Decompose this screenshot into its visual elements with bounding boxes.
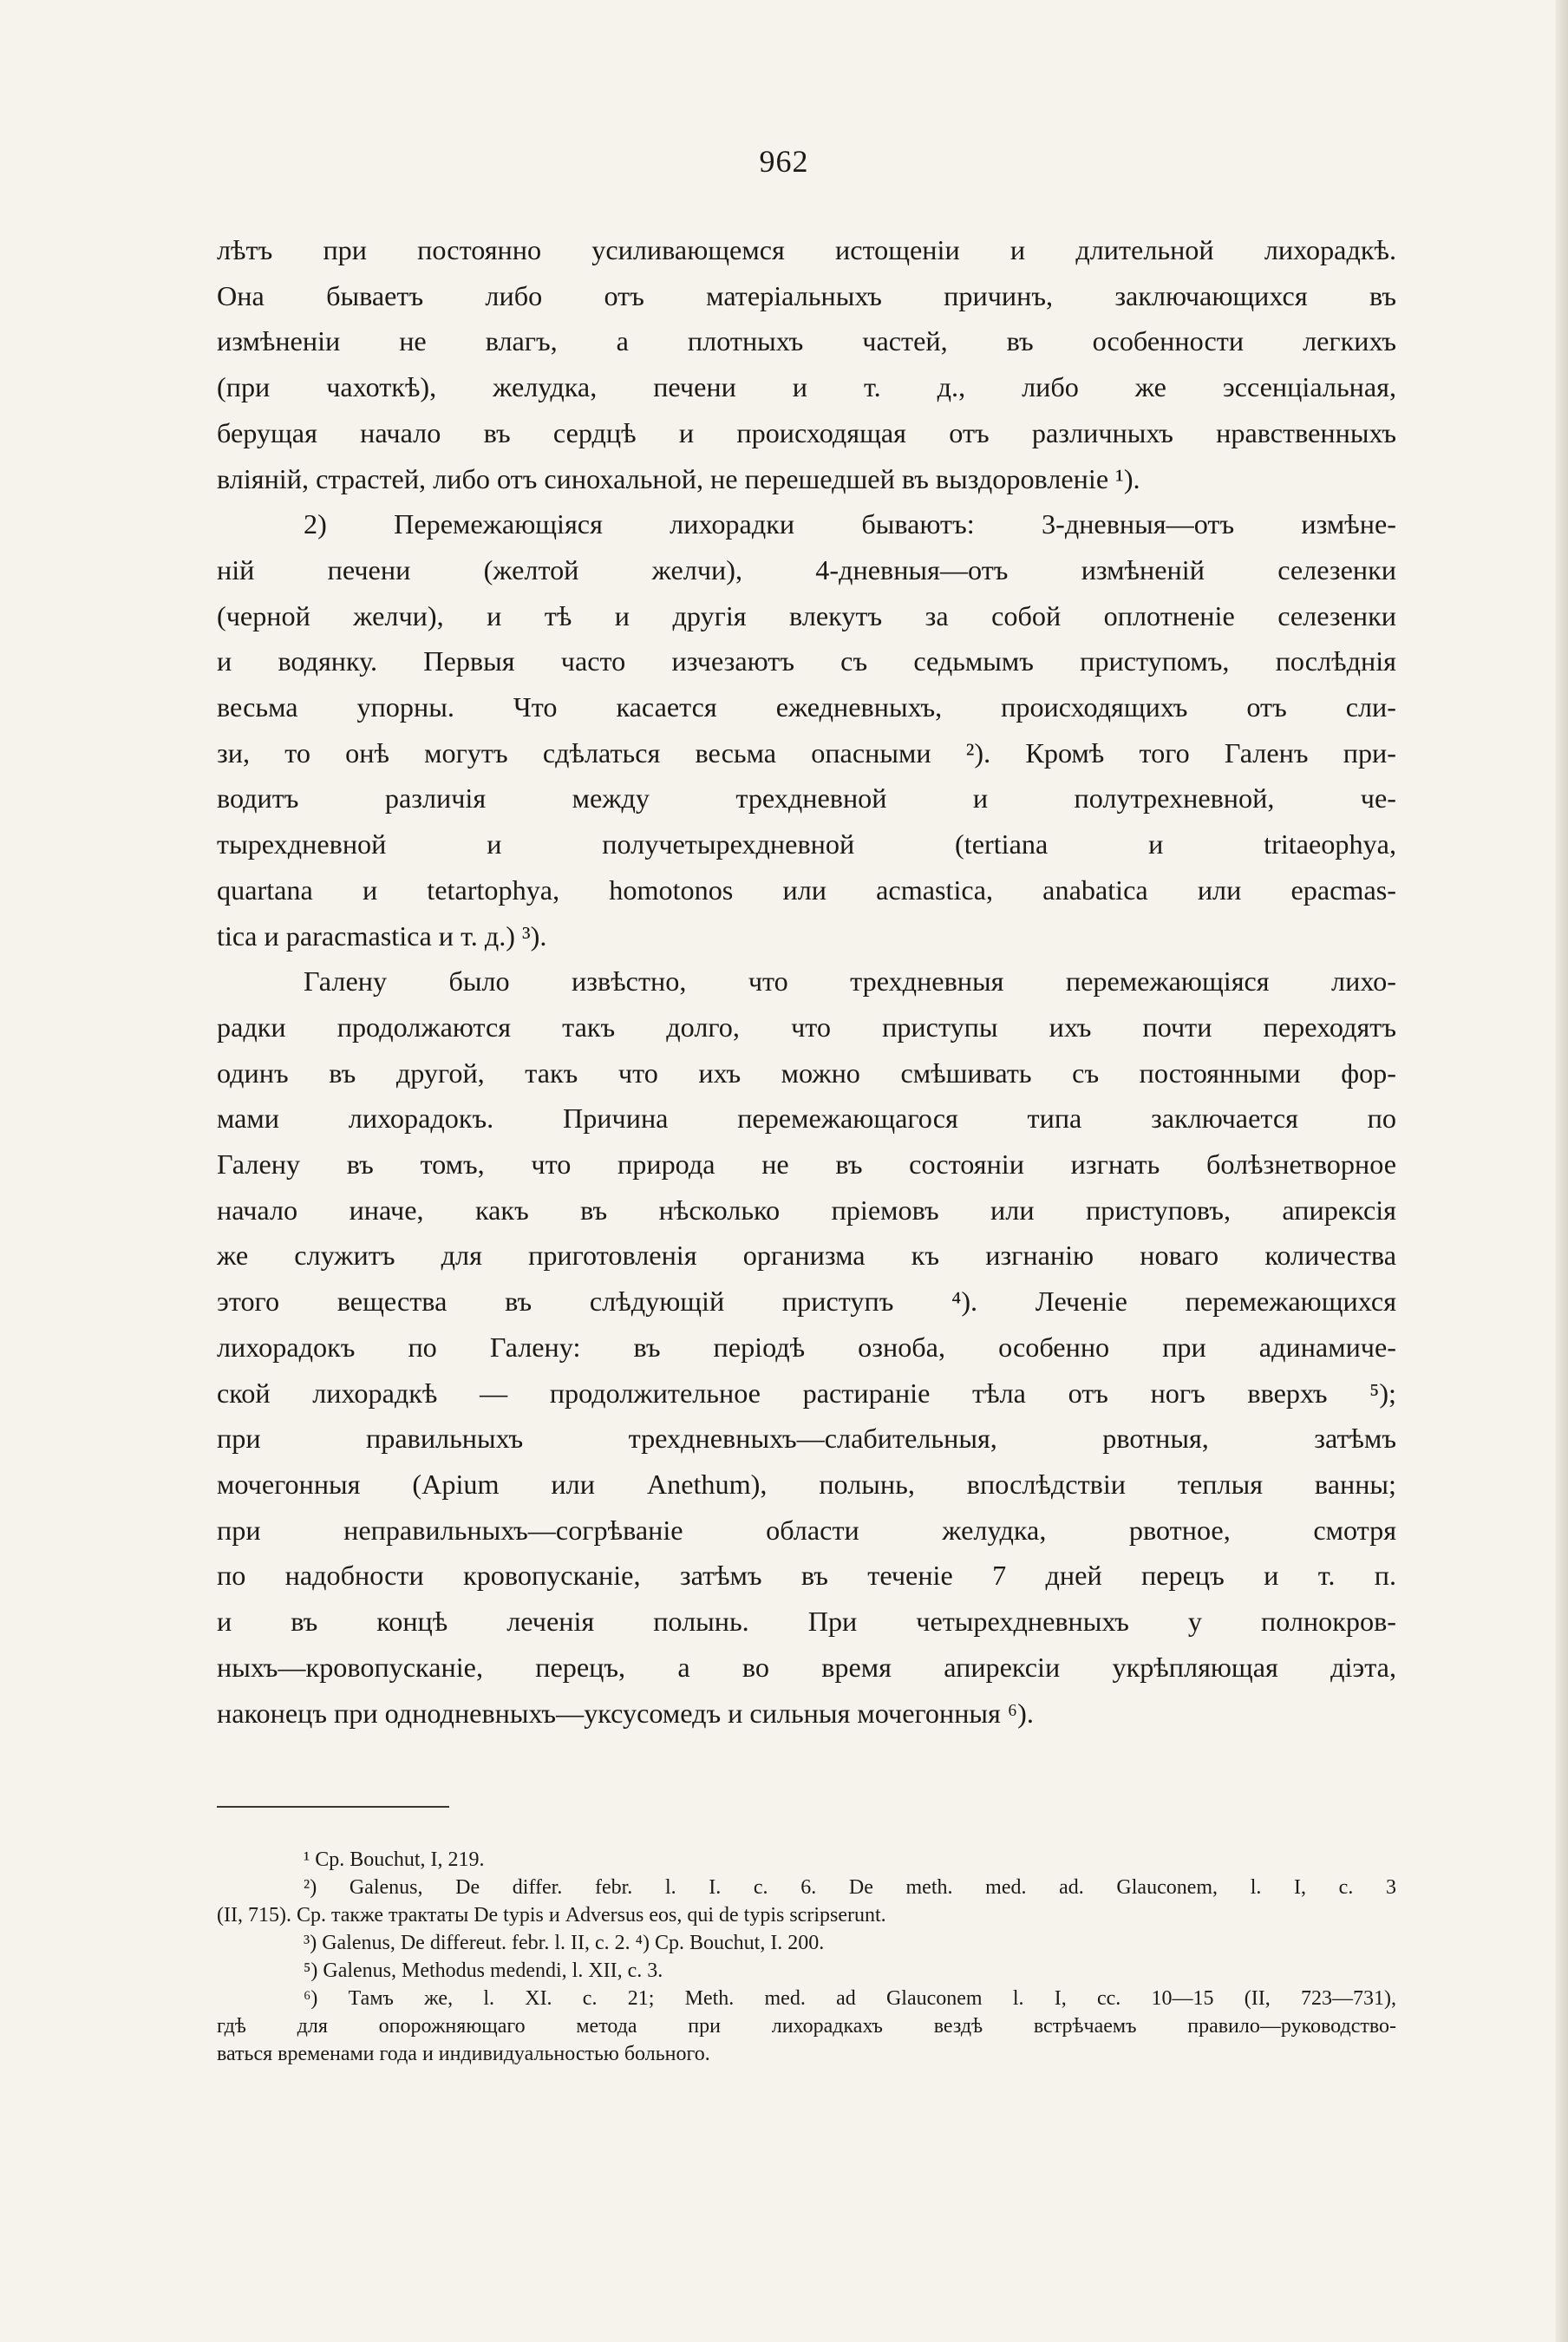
text-line: тырехдневной и получетырехдневной (tertiana и tritaeophya, <box>217 828 1396 860</box>
text-line: этого вещества въ слѣдующій приступъ ⁴). Леченіе перемежающихся <box>217 1285 1396 1318</box>
text-line: и водянку. Первыя часто изчезаютъ съ седьмымъ приступомъ, послѣднія <box>217 645 1396 677</box>
text-line: и въ концѣ леченія полынь. При четырехдневныхъ у полнокров- <box>217 1606 1396 1638</box>
paragraph-3 <box>217 958 1396 1736</box>
text-line: измѣненіи не влагъ, а плотныхъ частей, въ особенности легкихъ <box>217 325 1396 357</box>
text-line: весьма упорны. Что касается ежедневныхъ, происходящихъ отъ сли- <box>217 691 1396 723</box>
text-line: по надобности кровопусканіе, затѣмъ въ теченіе 7 дней перецъ и т. п. <box>217 1560 1396 1592</box>
text-line: лѣтъ при постоянно усиливающемся истощеніи и длительной лихорадкѣ. <box>217 234 1396 265</box>
text-line: ній печени (желтой желчи), 4-дневныя—отъ измѣненій селезенки <box>217 553 1396 586</box>
text-line: Галену было извѣстно, что трехдневныя перемежающіяся лихо- <box>304 965 1396 998</box>
text-line: водитъ различія между трехдневной и полутрехневной, че- <box>217 782 1396 814</box>
text-line: зи, то онѣ могутъ сдѣлаться весьма опасными ²). Кромѣ того Галенъ при- <box>217 736 1396 769</box>
text-line: при неправильныхъ—согрѣваніе области желудка, рвотное, смотря <box>217 1514 1396 1546</box>
text-line: начало иначе, какъ въ нѣсколько пріемовъ или приступовъ, апирексія <box>217 1194 1396 1226</box>
text-line: радки продолжаются такъ долго, что приступы ихъ почти переходятъ <box>217 1011 1396 1043</box>
footnote-separator <box>217 1806 449 1808</box>
text-line: мочегонныя (Apium или Anethum), полынь, впослѣдствіи теплыя ванны; <box>217 1468 1396 1500</box>
text-line: при правильныхъ трехдневныхъ—слабительныя, рвотныя, затѣмъ <box>217 1423 1396 1455</box>
text-line: наконецъ при однодневныхъ—уксусомедъ и сильныя мочегонныя ⁶). <box>217 1697 1034 1729</box>
text-line: quartana и tetartophya, homotonos или acmastica, anabatica или epacmas- <box>217 873 1396 906</box>
paragraph-2 <box>217 501 1396 958</box>
text-line: берущая начало въ сердцѣ и происходящая отъ различныхъ нравственныхъ <box>217 416 1396 448</box>
text-line: лихорадокъ по Галену: въ періодѣ озноба, особенно при адинамиче- <box>217 1331 1396 1363</box>
text-line: одинъ въ другой, такъ что ихъ можно смѣшивать съ постоянными фор- <box>217 1057 1396 1089</box>
text-line: ныхъ—кровопусканіе, перецъ, а во время апирексіи укрѣпляющая діэта, <box>217 1651 1396 1683</box>
text-line: Галену въ томъ, что природа не въ состояніи изгнать болѣзнетворное <box>217 1148 1396 1181</box>
footnote: ⁶) Тамъ же, l. XI. c. 21; Meth. med. ad Glauconem l. I, cc. 10—15 (II, 723—731), <box>304 1987 1396 2010</box>
text-line: мами лихорадокъ. Причина перемежающагося типа заключается по <box>217 1102 1396 1135</box>
footnote: ¹ Ср. Bouchut, I, 219. <box>304 1848 485 1871</box>
text-line: вліяній, страстей, либо отъ синохальной, не перешедшей въ выздоровленіе ¹). <box>217 462 1140 494</box>
footnotes <box>217 1846 1396 2068</box>
text-line: (при чахоткѣ), желудка, печени и т. д., либо же эссенціальная, <box>217 371 1396 403</box>
text-line: же служитъ для приготовленія организма къ изгнанію новаго количества <box>217 1240 1396 1272</box>
footnote-continuation: ваться временами года и индивидуальностью больного. <box>217 2043 710 2065</box>
text-line: ской лихорадкѣ — продолжительное растираніе тѣла отъ ногъ вверхъ ⁵); <box>217 1377 1396 1409</box>
text-line: Она бываетъ либо отъ матеріальныхъ причинъ, заключающихся въ <box>217 279 1396 311</box>
footnote: ²) Galenus, De differ. febr. l. I. c. 6. De meth. med. ad. Glauconem, l. I, c. 3 <box>304 1876 1396 1899</box>
page-number: 962 <box>759 144 809 179</box>
page-edge <box>1556 0 1568 2342</box>
footnote-continuation: гдѣ для опорожняющаго метода при лихорадкахъ вездѣ встрѣчаемъ правило—руководство- <box>217 2015 1396 2038</box>
footnote: ⁵) Galenus, Methodus medendi, l. XII, c. 3. <box>304 1959 663 1982</box>
footnote-continuation: (II, 715). Ср. также трактаты De typis и Adversus eos, qui de typis scripserunt. <box>217 1904 886 1927</box>
text-line: (черной желчи), и тѣ и другія влекутъ за собой оплотненіе селезенки <box>217 599 1396 631</box>
text-line: tica и paracmastica и т. д.) ³). <box>217 919 547 952</box>
main-text <box>217 227 1396 1736</box>
text-line: 2) Перемежающіяся лихорадки бываютъ: 3-дневныя—отъ измѣне- <box>304 508 1396 540</box>
footnote: ³) Galenus, De differeut. febr. l. II, c. 2. ⁴) Ср. Bouchut, I. 200. <box>304 1932 825 1954</box>
paragraph-1 <box>217 227 1396 501</box>
